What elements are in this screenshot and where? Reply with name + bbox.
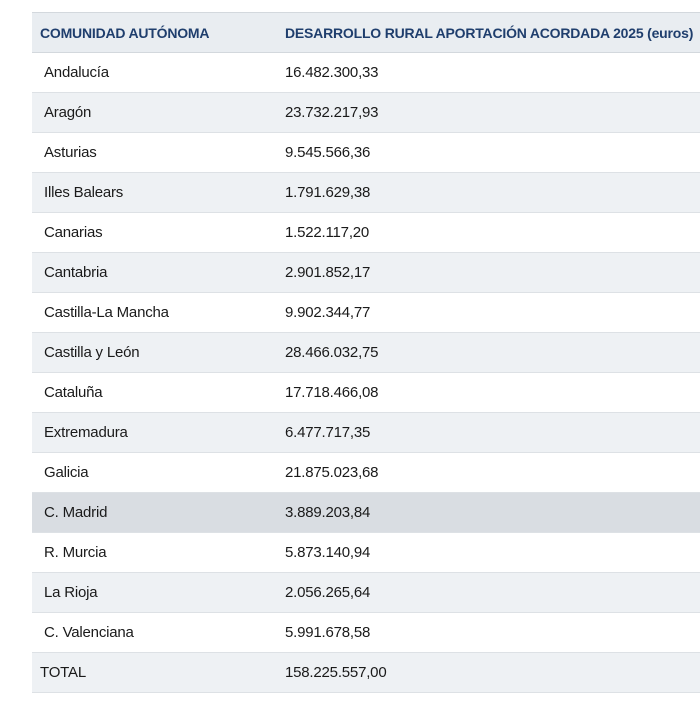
header-aportacion: DESARROLLO RURAL APORTACIÓN ACORDADA 2025 (euros) xyxy=(277,13,700,53)
row-name: Asturias xyxy=(32,133,277,173)
row-name: Galicia xyxy=(32,453,277,493)
allocation-table-container xyxy=(32,12,700,693)
table-row xyxy=(32,573,700,613)
table-row xyxy=(32,173,700,213)
row-value: 3.889.203,84 xyxy=(277,493,700,533)
total-value: 158.225.557,00 xyxy=(277,653,700,693)
table-row xyxy=(32,133,700,173)
row-value: 23.732.217,93 xyxy=(277,93,700,133)
row-value: 2.056.265,64 xyxy=(277,573,700,613)
table-header-row xyxy=(32,13,700,53)
table-row xyxy=(32,413,700,453)
row-value: 5.873.140,94 xyxy=(277,533,700,573)
row-name: R. Murcia xyxy=(32,533,277,573)
table-row xyxy=(32,333,700,373)
row-value: 17.718.466,08 xyxy=(277,373,700,413)
row-name: Castilla y León xyxy=(32,333,277,373)
row-value: 2.901.852,17 xyxy=(277,253,700,293)
row-name: C. Madrid xyxy=(32,493,277,533)
row-value: 1.522.117,20 xyxy=(277,213,700,253)
row-name: Canarias xyxy=(32,213,277,253)
table-row xyxy=(32,453,700,493)
header-comunidad: COMUNIDAD AUTÓNOMA xyxy=(32,13,277,53)
table-row xyxy=(32,213,700,253)
row-value: 9.545.566,36 xyxy=(277,133,700,173)
row-name: La Rioja xyxy=(32,573,277,613)
row-value: 5.991.678,58 xyxy=(277,613,700,653)
table-total-row xyxy=(32,653,700,693)
row-name: C. Valenciana xyxy=(32,613,277,653)
row-value: 28.466.032,75 xyxy=(277,333,700,373)
total-label: TOTAL xyxy=(32,653,277,693)
row-value: 9.902.344,77 xyxy=(277,293,700,333)
table-row xyxy=(32,93,700,133)
row-value: 1.791.629,38 xyxy=(277,173,700,213)
table-row xyxy=(32,293,700,333)
row-name: Illes Balears xyxy=(32,173,277,213)
table-row xyxy=(32,53,700,93)
row-name: Andalucía xyxy=(32,53,277,93)
row-name: Extremadura xyxy=(32,413,277,453)
row-value: 21.875.023,68 xyxy=(277,453,700,493)
row-name: Cantabria xyxy=(32,253,277,293)
row-name: Aragón xyxy=(32,93,277,133)
allocation-table xyxy=(32,12,700,693)
table-row-highlighted xyxy=(32,493,700,533)
table-row xyxy=(32,533,700,573)
table-row xyxy=(32,373,700,413)
table-row xyxy=(32,613,700,653)
row-name: Castilla-La Mancha xyxy=(32,293,277,333)
row-name: Cataluña xyxy=(32,373,277,413)
row-value: 6.477.717,35 xyxy=(277,413,700,453)
row-value: 16.482.300,33 xyxy=(277,53,700,93)
table-row xyxy=(32,253,700,293)
